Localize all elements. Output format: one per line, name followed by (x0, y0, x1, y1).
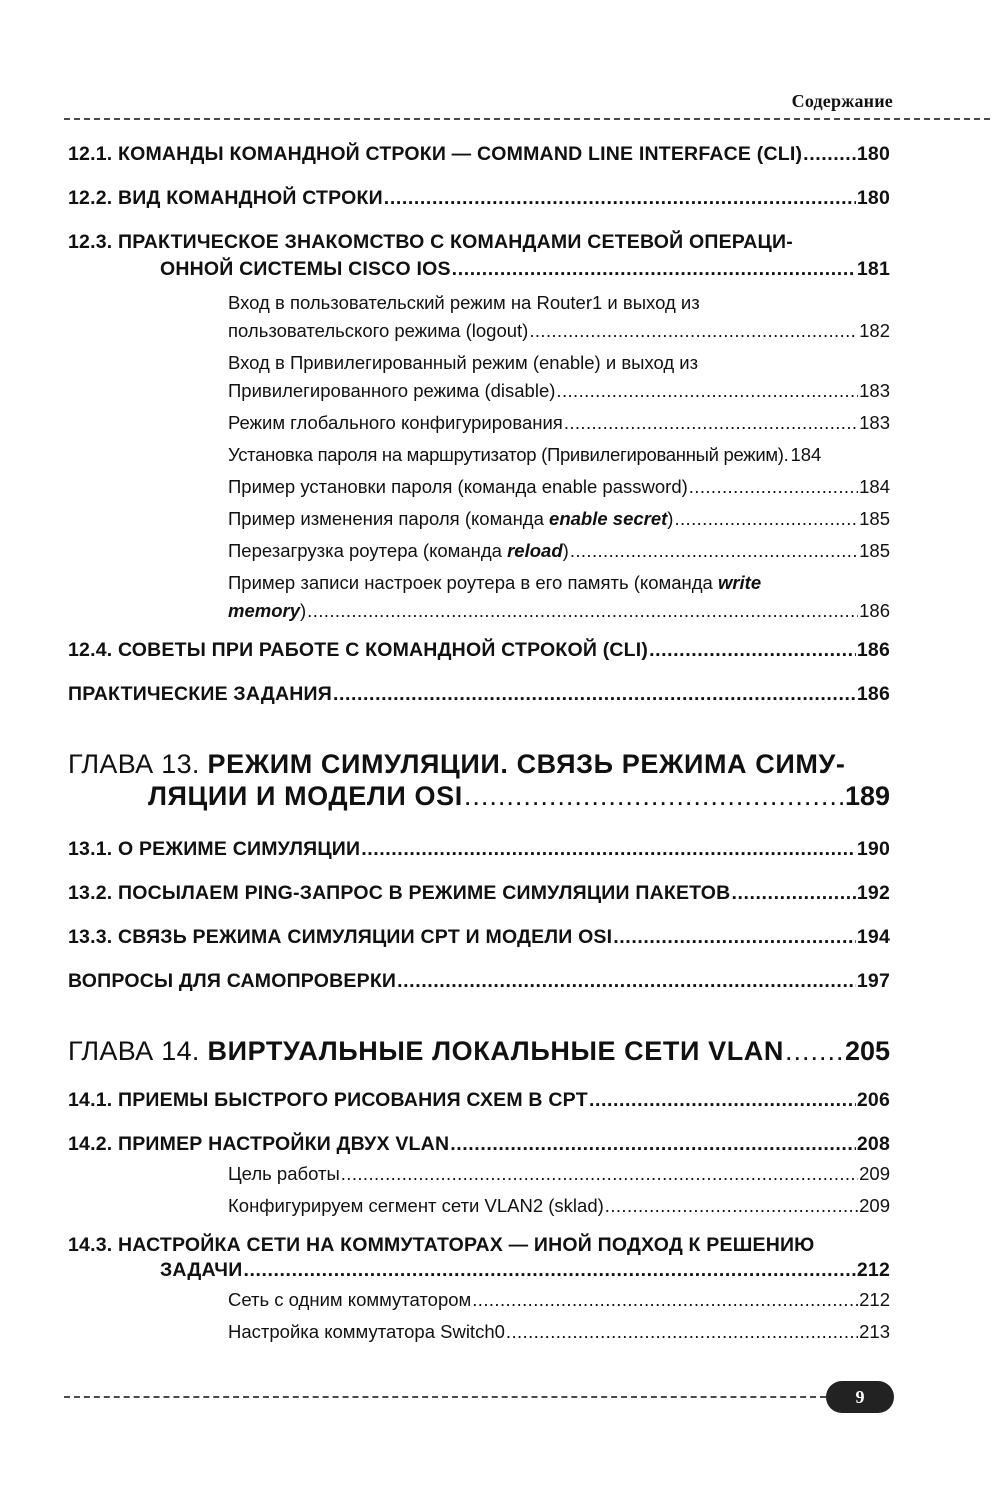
toc-subentry-title: Конфигурируем сегмент сети VLAN2 (sklad) (228, 1195, 604, 1216)
chapter-title-line2: ЛЯЦИИ И МОДЕЛИ OSI (148, 781, 463, 811)
command-name: reload (507, 540, 563, 561)
leader-dots (589, 1089, 856, 1112)
leader-dots (731, 882, 855, 905)
toc-entry-page: 192 (856, 882, 890, 904)
leader-dots (506, 1318, 858, 1346)
chapter-label: ГЛАВА 14. (68, 1036, 208, 1066)
toc-subentry-page: 185 (859, 540, 890, 561)
toc-entry-title: 14.2. ПРИМЕР НАСТРОЙКИ ДВУХ VLAN (68, 1133, 450, 1155)
leader-dots (472, 1286, 858, 1314)
toc-entry-14-3[interactable] (68, 1234, 890, 1282)
leader-dots (605, 1192, 858, 1220)
toc-subentry-page: 209 (859, 1195, 890, 1216)
leader-dots (556, 377, 858, 405)
toc-entry-title: 13.2. ПОСЫЛАЕМ PING-ЗАПРОС В РЕЖИМЕ СИМУЛЯЦИИ ПАКЕТОВ (68, 882, 731, 904)
toc-entry-title: 12.4. СОВЕТЫ ПРИ РАБОТЕ С КОМАНДНОЙ СТРОКОЙ (CLI) (68, 639, 649, 661)
toc-subentry-title (228, 537, 569, 565)
leader-dots (452, 258, 856, 281)
header-divider (64, 118, 990, 120)
toc-entry-title: 13.3. СВЯЗЬ РЕЖИМА СИМУЛЯЦИИ CPT И МОДЕЛИ OSI (68, 926, 613, 948)
toc-subentry-title-line1: Вход в пользовательский режим на Router1 и выход из (228, 292, 700, 313)
toc-subentry[interactable] (68, 1192, 890, 1220)
toc-entry-page: 190 (856, 838, 890, 860)
toc-subentry-title (228, 505, 673, 533)
leader-dots (785, 1035, 844, 1067)
table-of-contents (68, 143, 890, 1350)
toc-entry-13-2[interactable] (68, 882, 890, 905)
toc-subentry-title: Сеть с одним коммутатором (228, 1289, 472, 1310)
title-text: Перезагрузка роутера (команда (228, 540, 508, 561)
toc-subentry[interactable] (68, 409, 890, 437)
toc-subentry[interactable] (68, 1286, 890, 1314)
toc-chapter-14[interactable] (68, 1035, 890, 1067)
leader-dots (564, 409, 858, 437)
leader-dots (803, 143, 856, 166)
toc-subentry-title-line2: Привилегированного режима (disable) (228, 380, 556, 401)
toc-entry-title: 13.1. О РЕЖИМЕ СИМУЛЯЦИИ (68, 838, 361, 860)
chapter-label: ГЛАВА 13. (68, 749, 208, 779)
toc-subentry-title: Настройка коммутатора Switch0 (228, 1321, 505, 1342)
toc-entry-page: 194 (856, 926, 890, 948)
leader-dots (384, 187, 856, 210)
toc-entry-practice[interactable] (68, 683, 890, 706)
leader-dots (333, 683, 856, 706)
title-text: Пример записи настроек роутера в его память (команда (228, 572, 718, 593)
toc-entry-title-line2: ОННОЙ СИСТЕМЫ CISCO IOS (160, 258, 451, 280)
command-name: memory (228, 600, 300, 621)
leader-dots (341, 1160, 858, 1188)
toc-subentry-page: 186 (859, 600, 890, 621)
page-number: 9 (855, 1386, 865, 1407)
toc-subentry[interactable] (68, 1160, 890, 1188)
leader-dots (529, 317, 858, 345)
leader-dots (243, 1259, 855, 1282)
leader-dots (397, 970, 856, 993)
chapter-page: 189 (844, 781, 890, 811)
toc-entry-12-1[interactable] (68, 143, 890, 166)
toc-subentry-title: Цель работы (228, 1163, 340, 1184)
running-title: Содержание (791, 91, 893, 111)
toc-subentry-title-line2 (228, 597, 306, 625)
toc-subentry-page: 185 (859, 508, 890, 529)
page-number-badge (826, 1381, 894, 1413)
toc-entry-title: ВОПРОСЫ ДЛЯ САМОПРОВЕРКИ (68, 970, 397, 992)
toc-entry-title-line1: 14.3. НАСТРОЙКА СЕТИ НА КОММУТАТОРАХ — ИНОЙ ПОДХОД К РЕШЕНИЮ (68, 1234, 815, 1256)
toc-chapter-13[interactable] (68, 748, 890, 812)
toc-subentry-title: Пример установки пароля (команда enable password) (228, 476, 688, 497)
leader-dots (464, 780, 844, 812)
command-name: enable secret (549, 508, 668, 529)
toc-entry-page: 212 (856, 1259, 890, 1281)
toc-subentry[interactable] (68, 289, 890, 345)
chapter-page: 205 (844, 1036, 890, 1066)
toc-subentry-page: 212 (859, 1289, 890, 1310)
toc-entry-title: 14.1. ПРИЕМЫ БЫСТРОГО РИСОВАНИЯ СХЕМ В CPT (68, 1089, 588, 1111)
chapter-title: ВИРТУАЛЬНЫЕ ЛОКАЛЬНЫЕ СЕТИ VLAN (207, 1036, 784, 1066)
toc-entry-page: 186 (856, 639, 890, 661)
toc-subentry[interactable] (68, 1318, 890, 1346)
command-name: write (717, 572, 762, 593)
leader-dots (689, 473, 858, 501)
toc-entry-page: 197 (856, 970, 890, 992)
toc-entry-title-line1: 12.3. ПРАКТИЧЕСКОЕ ЗНАКОМСТВО С КОМАНДАМИ СЕТЕВОЙ ОПЕРАЦИ- (68, 231, 793, 253)
toc-entry-14-2[interactable] (68, 1133, 890, 1156)
toc-entry-page: 181 (856, 258, 890, 280)
toc-subentry[interactable] (68, 569, 890, 625)
toc-entry-page: 180 (856, 143, 890, 165)
toc-subentry-title-line1: Вход в Привилегированный режим (enable) и выход из (228, 352, 699, 373)
toc-entry-12-4[interactable] (68, 639, 890, 662)
toc-subentry-page: 182 (859, 320, 890, 341)
leader-dots (361, 838, 856, 861)
footer-divider (64, 1396, 826, 1398)
toc-subentry[interactable] (68, 537, 890, 565)
toc-entry-title: 12.1. КОМАНДЫ КОМАНДНОЙ СТРОКИ — COMMAND LINE INTERFACE (CLI) (68, 143, 803, 165)
title-text-end: ) (562, 540, 569, 561)
toc-subentry-title-line1 (228, 569, 890, 597)
leader-dots (307, 597, 858, 625)
toc-subentry-page: 183 (859, 380, 890, 401)
leader-dots (450, 1133, 856, 1156)
toc-subentry-title-line2: пользовательского режима (logout) (228, 320, 529, 341)
toc-subentry-page: 184 (790, 444, 822, 465)
toc-subentry-title: Режим глобального конфигурирования (228, 412, 563, 433)
toc-entry-title: ПРАКТИЧЕСКИЕ ЗАДАНИЯ (68, 683, 332, 705)
leader-dots (570, 537, 858, 565)
toc-subentry-page: 183 (859, 412, 890, 433)
toc-entry-14-1[interactable] (68, 1089, 890, 1112)
toc-entry-page: 186 (856, 683, 890, 705)
toc-subentry[interactable] (68, 441, 890, 469)
toc-entry-12-3[interactable] (68, 231, 890, 281)
toc-subentry[interactable] (68, 505, 890, 533)
toc-entry-page: 206 (856, 1089, 890, 1111)
title-text-end: ) (667, 508, 674, 529)
toc-entry-page: 208 (856, 1133, 890, 1155)
toc-entry-page: 180 (856, 187, 890, 209)
toc-subentry-title: Установка пароля на маршрутизатор (Привилегированный режим). (228, 444, 789, 465)
toc-entry-title: 12.2. ВИД КОМАНДНОЙ СТРОКИ (68, 187, 383, 209)
toc-entry-13-1[interactable] (68, 838, 890, 861)
toc-subentry-page: 213 (859, 1321, 890, 1342)
title-text-end: ) (299, 600, 307, 621)
title-text: Пример изменения пароля (команда (228, 508, 550, 529)
toc-entry-title-line2: ЗАДАЧИ (160, 1259, 243, 1281)
leader-dots (613, 926, 856, 949)
leader-dots (674, 505, 858, 533)
toc-entry-questions[interactable] (68, 970, 890, 993)
toc-entry-12-2[interactable] (68, 187, 890, 210)
toc-subentry[interactable] (68, 473, 890, 501)
toc-subentry[interactable] (68, 349, 890, 405)
chapter-title-line1: РЕЖИМ СИМУЛЯЦИИ. СВЯЗЬ РЕЖИМА СИМУ- (207, 749, 846, 779)
toc-entry-13-3[interactable] (68, 926, 890, 949)
toc-subentry-page: 209 (859, 1163, 890, 1184)
leader-dots (649, 639, 856, 662)
toc-subentry-page: 184 (859, 476, 890, 497)
